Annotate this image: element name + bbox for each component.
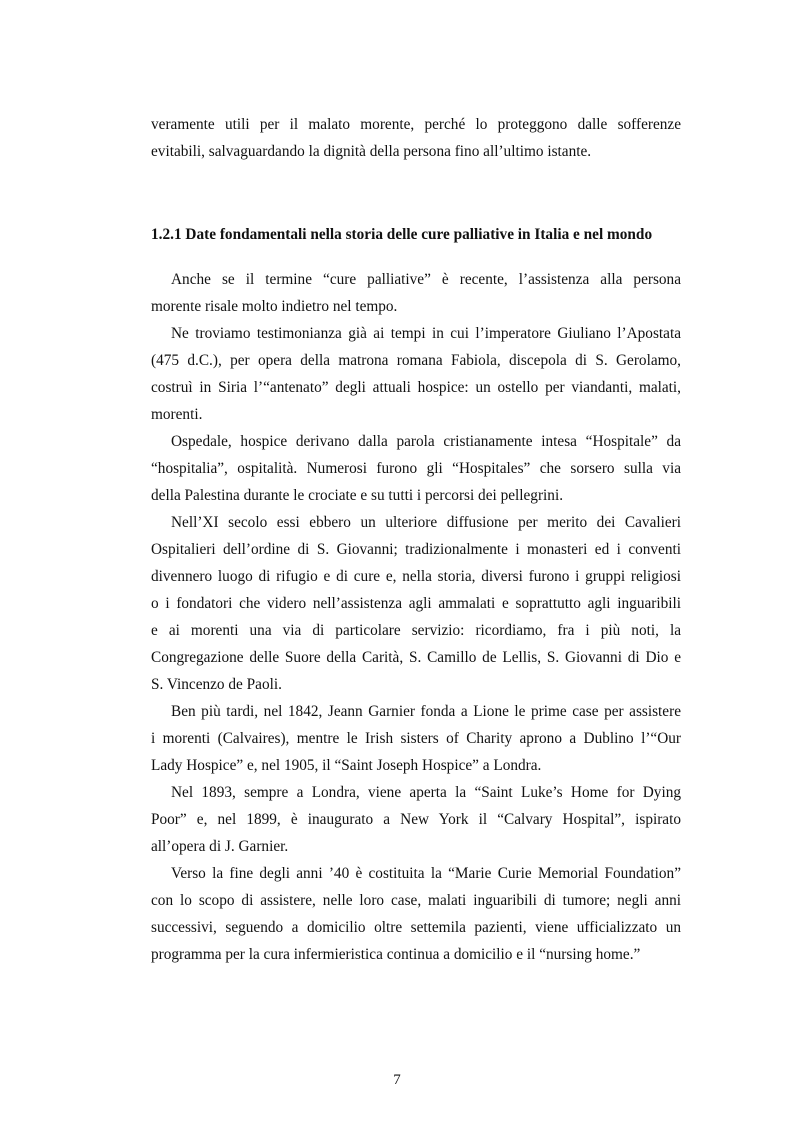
- paragraph: [151, 779, 681, 860]
- paragraph: [151, 509, 681, 698]
- text-line: Congregazione delle Suore della Carità, S. Camillo de Lellis, S. Giovanni di Dio e: [151, 649, 681, 666]
- text-line: della Palestina durante le crociate e su tutti i percorsi dei pellegrini.: [151, 487, 564, 504]
- text-line: programma per la cura infermieristica continua a domicilio e il “nursing home.”: [151, 946, 641, 963]
- text-line: “hospitalia”, ospitalità. Numerosi furono gli “Hospitales” che sorsero sulla via: [151, 460, 681, 477]
- text-line: Verso la fine degli anni ’40 è costituita la “Marie Curie Memorial Foundation”: [171, 865, 681, 882]
- paragraph: [151, 698, 681, 779]
- text-line: Ospedale, hospice derivano dalla parola cristianamente intesa “Hospitale” da: [171, 433, 681, 450]
- text-line: divennero luogo di rifugio e di cure e, nella storia, diversi furono i gruppi religiosi: [151, 568, 681, 585]
- text-line: evitabili, salvaguardando la dignità della persona fino all’ultimo istante.: [151, 143, 592, 160]
- text-line: successivi, seguendo a domicilio oltre settemila pazienti, viene ufficializzato un: [151, 919, 681, 936]
- text-line: Nell’XI secolo essi ebbero un ulteriore diffusione per merito dei Cavalieri: [171, 514, 681, 531]
- text-line: Ospitalieri dell’ordine di S. Giovanni; tradizionalmente i monasteri ed i conventi: [151, 541, 681, 558]
- text-line: con lo scopo di assistere, nelle loro case, malati inguaribili di tumore; negli anni: [151, 892, 681, 909]
- text-line: veramente utili per il malato morente, perché lo proteggono dalle sofferenze: [151, 116, 681, 133]
- text-line: (475 d.C.), per opera della matrona romana Fabiola, discepola di S. Gerolamo,: [151, 352, 681, 369]
- text-line: Poor” e, nel 1899, è inaugurato a New York il “Calvary Hospital”, ispirato: [151, 811, 681, 828]
- text-line: costruì in Siria l’“antenato” degli attuali hospice: un ostello per viandanti, malati,: [151, 379, 681, 396]
- paragraph: [151, 860, 681, 968]
- page-number: 7: [393, 1072, 401, 1088]
- text-line: morente risale molto indietro nel tempo.: [151, 298, 398, 315]
- text-line: Lady Hospice” e, nel 1905, il “Saint Joseph Hospice” a Londra.: [151, 757, 542, 774]
- section-heading: 1.2.1 Date fondamentali nella storia delle cure palliative in Italia e nel mondo: [151, 226, 653, 243]
- intro-paragraph: [151, 111, 681, 165]
- text-line: Anche se il termine “cure palliative” è recente, l’assistenza alla persona: [171, 271, 681, 288]
- text-line: e ai morenti una via di particolare servizio: ricordiamo, fra i più noti, la: [151, 622, 681, 639]
- paragraph: [151, 320, 681, 428]
- paragraph: [151, 266, 681, 320]
- text-line: Nel 1893, sempre a Londra, viene aperta la “Saint Luke’s Home for Dying: [171, 784, 681, 801]
- section-body: [151, 266, 681, 968]
- text-line: Ben più tardi, nel 1842, Jeann Garnier fonda a Lione le prime case per assistere: [171, 703, 681, 720]
- text-line: o i fondatori che videro nell’assistenza agli ammalati e soprattutto agli inguaribili: [151, 595, 681, 612]
- text-line: all’opera di J. Garnier.: [151, 838, 289, 855]
- paragraph: [151, 428, 681, 509]
- text-line: Ne troviamo testimonianza già ai tempi in cui l’imperatore Giuliano l’Apostata: [171, 325, 681, 342]
- text-line: S. Vincenzo de Paoli.: [151, 676, 282, 693]
- text-line: i morenti (Calvaires), mentre le Irish sisters of Charity aprono a Dublino l’“Our: [151, 730, 681, 747]
- text-line: morenti.: [151, 406, 203, 423]
